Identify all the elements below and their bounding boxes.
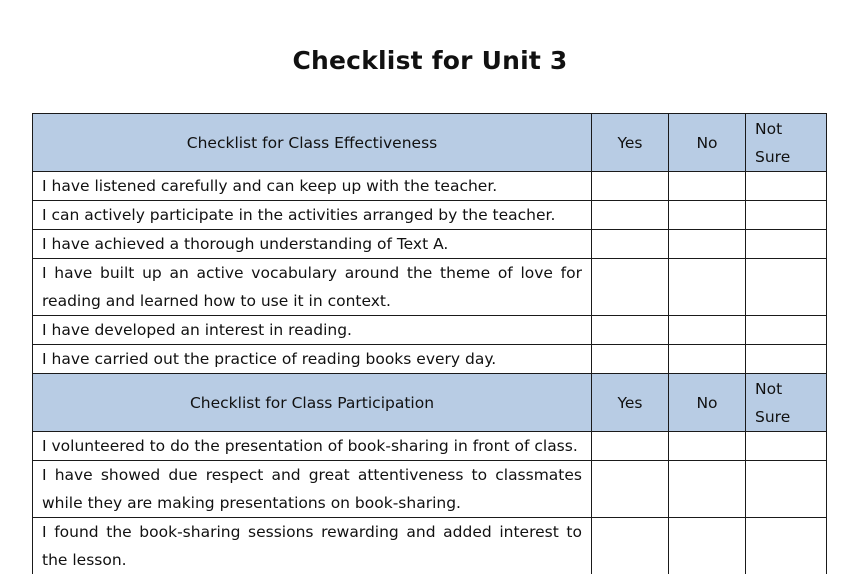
- not-sure-line-2: Sure: [755, 408, 790, 426]
- checklist-row: [33, 316, 827, 345]
- yes-checkbox-cell[interactable]: [592, 345, 669, 374]
- checklist-row: [33, 259, 827, 316]
- yes-checkbox-cell[interactable]: [592, 259, 669, 316]
- no-checkbox-cell[interactable]: [669, 230, 746, 259]
- no-checkbox-cell[interactable]: [669, 518, 746, 574]
- checklist-item-text: I have developed an interest in reading.: [33, 316, 592, 345]
- yes-checkbox-cell[interactable]: [592, 201, 669, 230]
- checklist-row: [33, 432, 827, 461]
- column-header-not-sure: [746, 374, 827, 432]
- not-sure-line-2: Sure: [755, 148, 790, 166]
- yes-checkbox-cell[interactable]: [592, 172, 669, 201]
- yes-checkbox-cell[interactable]: [592, 432, 669, 461]
- checklist-row: [33, 345, 827, 374]
- not-sure-checkbox-cell[interactable]: [746, 518, 827, 574]
- checklist-item-text: I have listened carefully and can keep up with the teacher.: [33, 172, 592, 201]
- yes-checkbox-cell[interactable]: [592, 316, 669, 345]
- no-checkbox-cell[interactable]: [669, 316, 746, 345]
- not-sure-line-1: Not: [755, 120, 782, 138]
- checklist-item-text: I found the book-sharing sessions rewarding and added interest to the lesson.: [33, 518, 592, 574]
- checklist-item-text: I have carried out the practice of reading books every day.: [33, 345, 592, 374]
- no-checkbox-cell[interactable]: [669, 172, 746, 201]
- not-sure-checkbox-cell[interactable]: [746, 345, 827, 374]
- not-sure-checkbox-cell[interactable]: [746, 461, 827, 518]
- not-sure-checkbox-cell[interactable]: [746, 316, 827, 345]
- checklist-item-text: I volunteered to do the presentation of book-sharing in front of class.: [33, 432, 592, 461]
- section-heading: Checklist for Class Participation: [33, 374, 592, 432]
- not-sure-checkbox-cell[interactable]: [746, 432, 827, 461]
- not-sure-checkbox-cell[interactable]: [746, 230, 827, 259]
- section-heading: Checklist for Class Effectiveness: [33, 114, 592, 172]
- checklist-item-text: I have achieved a thorough understanding of Text A.: [33, 230, 592, 259]
- not-sure-checkbox-cell[interactable]: [746, 172, 827, 201]
- no-checkbox-cell[interactable]: [669, 461, 746, 518]
- not-sure-line-1: Not: [755, 380, 782, 398]
- no-checkbox-cell[interactable]: [669, 345, 746, 374]
- checklist-row: [33, 230, 827, 259]
- section-header-effectiveness: [33, 114, 827, 172]
- not-sure-checkbox-cell[interactable]: [746, 201, 827, 230]
- page-title: Checklist for Unit 3: [0, 46, 852, 75]
- column-header-yes: Yes: [592, 114, 669, 172]
- checklist-row: [33, 461, 827, 518]
- yes-checkbox-cell[interactable]: [592, 461, 669, 518]
- checklist-item-text: I have showed due respect and great attentiveness to classmates while they are making presentations on book-sharing.: [33, 461, 592, 518]
- not-sure-checkbox-cell[interactable]: [746, 259, 827, 316]
- checklist-item-text: I can actively participate in the activities arranged by the teacher.: [33, 201, 592, 230]
- checklist-row: [33, 172, 827, 201]
- column-header-no: No: [669, 374, 746, 432]
- no-checkbox-cell[interactable]: [669, 432, 746, 461]
- column-header-yes: Yes: [592, 374, 669, 432]
- checklist-row: [33, 201, 827, 230]
- checklist-table: [32, 113, 827, 574]
- section-header-participation: [33, 374, 827, 432]
- checklist-row: [33, 518, 827, 574]
- yes-checkbox-cell[interactable]: [592, 518, 669, 574]
- yes-checkbox-cell[interactable]: [592, 230, 669, 259]
- no-checkbox-cell[interactable]: [669, 201, 746, 230]
- column-header-no: No: [669, 114, 746, 172]
- no-checkbox-cell[interactable]: [669, 259, 746, 316]
- column-header-not-sure: [746, 114, 827, 172]
- checklist-item-text: I have built up an active vocabulary around the theme of love for reading and learned how to use it in context.: [33, 259, 592, 316]
